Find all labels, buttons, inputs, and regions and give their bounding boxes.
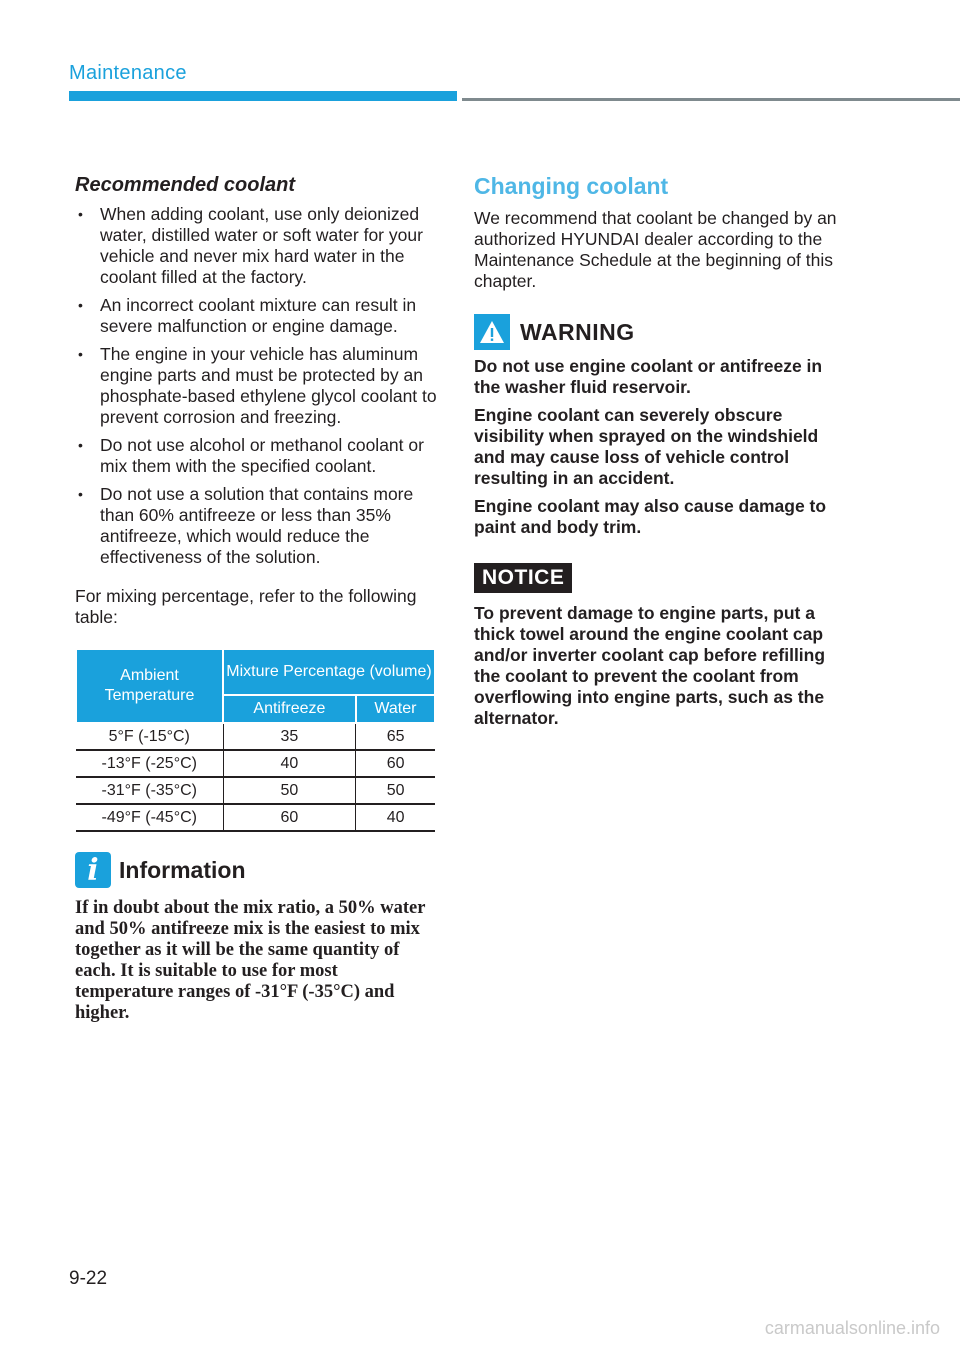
changing-coolant-heading: Changing coolant <box>474 173 669 199</box>
bullet-icon: • <box>78 486 83 502</box>
bullet-text: Do not use alcohol or methanol coolant or mix them with the specified coolant. <box>100 435 424 476</box>
list-item <box>75 204 440 288</box>
changing-coolant-intro: We recommend that coolant be changed by an authorized HYUNDAI dealer according to the Maintenance Schedule at the beginning of this chapter. <box>474 208 837 291</box>
recommended-coolant-heading: Recommended coolant <box>75 174 296 196</box>
right-column <box>474 172 839 736</box>
mixture-table <box>75 648 436 832</box>
table-row <box>76 804 435 831</box>
warning-paragraph: Engine coolant can severely obscure visibility when sprayed on the windshield and may cause loss of vehicle control resulting in an accident. <box>474 405 819 488</box>
mixing-instructions: For mixing percentage, refer to the following table: <box>75 586 417 627</box>
notice-badge: NOTICE <box>474 563 572 593</box>
section-header: Maintenance <box>69 62 187 84</box>
list-item <box>75 295 440 337</box>
warning-paragraph: Do not use engine coolant or antifreeze in the washer fluid reservoir. <box>474 356 823 397</box>
warning-heading <box>474 314 839 350</box>
cell-water: 65 <box>356 723 435 750</box>
bullet-text: When adding coolant, use only deionized water, distilled water or soft water for your vehicle and never mix hard water in the coolant filled at the factory. <box>100 204 423 287</box>
cell-temperature: 5°F (-15°C) <box>76 723 223 750</box>
cell-water: 60 <box>356 750 435 777</box>
warning-paragraph: Engine coolant may also cause damage to paint and body trim. <box>474 496 827 537</box>
bullet-icon: • <box>78 437 83 453</box>
table-row <box>76 723 435 750</box>
cell-antifreeze: 40 <box>223 750 356 777</box>
table-row <box>76 777 435 804</box>
table-row <box>76 750 435 777</box>
bullet-text: Do not use a solution that contains more than 60% antifreeze or less than 35% antifreeze, which would reduce the effectiveness of the solution. <box>100 484 414 567</box>
bullet-text: The engine in your vehicle has aluminum engine parts and must be protected by an phosphate-based ethylene glycol coolant to prevent corrosion and freezing. <box>100 344 437 427</box>
header-rule-gray <box>462 98 960 101</box>
warning-title: WARNING <box>520 318 635 345</box>
watermark: carmanualsonline.info <box>764 1318 940 1338</box>
cell-temperature: -31°F (-35°C) <box>76 777 223 804</box>
bullet-text: An incorrect coolant mixture can result in severe malfunction or engine damage. <box>100 295 417 336</box>
information-text: If in doubt about the mix ratio, a 50% water and 50% antifreeze mix is the easiest to mix together as it will be the same quantity of each. It is suitable to use for most temperature ranges of -31°F (-35°C) and higher. <box>75 898 426 1023</box>
bullet-icon: • <box>78 297 83 313</box>
cell-temperature: -13°F (-25°C) <box>76 750 223 777</box>
left-column <box>75 172 440 1024</box>
coolant-bullet-list <box>75 204 440 568</box>
bullet-icon: • <box>78 206 83 222</box>
header-water: Water <box>356 695 435 723</box>
cell-antifreeze: 60 <box>223 804 356 831</box>
notice-text: To prevent damage to engine parts, put a thick towel around the engine coolant cap and/or inverter coolant cap before refilling the coolant to prevent the coolant from overflowing into engine parts, such as the alternator. <box>474 603 826 728</box>
list-item <box>75 435 440 477</box>
information-heading <box>75 852 440 888</box>
warning-triangle-icon <box>474 314 510 350</box>
cell-water: 40 <box>356 804 435 831</box>
cell-antifreeze: 35 <box>223 723 356 750</box>
page-number: 9-22 <box>69 1268 108 1289</box>
cell-temperature: -49°F (-45°C) <box>76 804 223 831</box>
list-item <box>75 344 440 428</box>
bullet-icon: • <box>78 346 83 362</box>
header-ambient-temperature: Ambient Temperature <box>76 649 223 723</box>
header-mixture-percentage: Mixture Percentage (volume) <box>223 649 435 695</box>
list-item <box>75 484 440 568</box>
header-rule-blue <box>69 91 457 101</box>
information-title: Information <box>119 856 246 883</box>
cell-water: 50 <box>356 777 435 804</box>
information-icon: i <box>75 852 111 888</box>
header-antifreeze: Antifreeze <box>223 695 356 723</box>
cell-antifreeze: 50 <box>223 777 356 804</box>
